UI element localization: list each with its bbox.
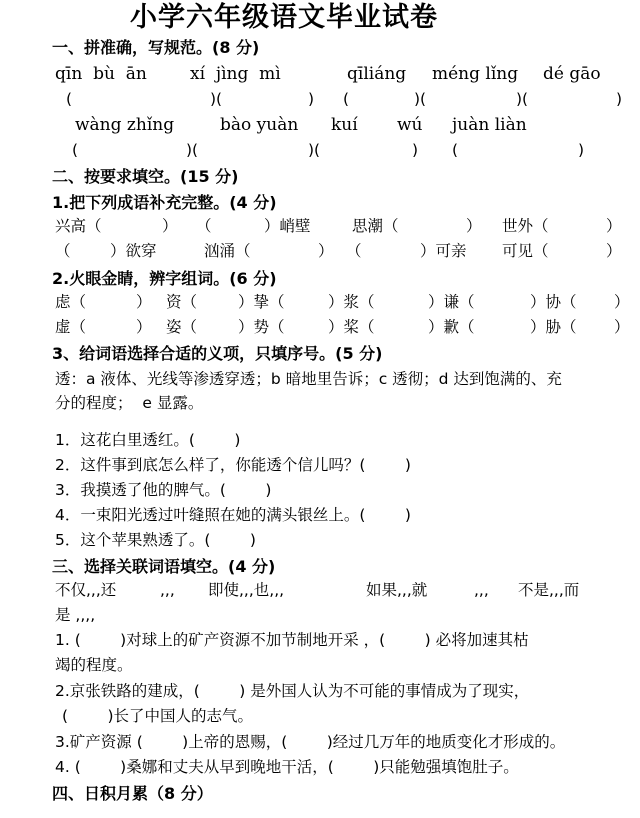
idiom-cell: ） [606,217,622,235]
definition-line: 透：a 液体、光线等渗透穿透；b 暗地里告诉；c 透彻；d 达到饱满的、充 [55,370,562,388]
idiom-cell: （ [196,217,212,235]
option-word: 不仅,,,还 [55,581,117,599]
char-cell: ） [614,293,630,311]
pinyin-4: méng lǐng [432,64,519,84]
option-word: 如果,,,就 [366,581,428,599]
sentence-item: 2．这件事到底怎么样了，你能透个信儿吗？( ) [55,456,411,474]
char-cell: ）挚（ [238,293,285,311]
idiom-cell: 兴高（ [55,217,102,235]
option-word: ,,, [474,581,489,599]
section-4-heading: 四、日积月累（8 分） [52,784,213,803]
sentence-item: 4．一束阳光透过叶缝照在她的满头银丝上。( ) [55,506,411,524]
idiom-cell: （ [346,242,362,260]
pinyin-1: qīn bù ān [55,64,147,84]
answer-paren: ) [578,141,585,159]
answer-paren: )( [414,90,427,108]
char-cell: ） [136,318,152,336]
conjunction-question: 竭的程度。 [55,656,133,674]
idiom-cell: ） [318,242,334,260]
option-word: 不是,,,而 [518,581,580,599]
pinyin-8: kuí [331,115,358,135]
idiom-cell: 可见（ [502,242,549,260]
char-cell: 虚（ [55,318,87,336]
char-cell: ） [614,318,630,336]
section-2-heading: 二、按要求填空。(15 分) [52,167,239,186]
pinyin-5: dé gāo [543,64,601,84]
char-cell: 资（ [166,293,198,311]
idiom-cell: ）峭壁 [264,217,311,235]
answer-paren: ) [308,90,315,108]
conjunction-question: 1. ( )对球上的矿产资源不加节制地开采 ，( ) 必将加速其枯 [55,631,529,649]
sentence-item: 3．我摸透了他的脾气。( ) [55,481,272,499]
char-cell: ）谦（ [428,293,475,311]
char-cell: ）势（ [238,318,285,336]
idiom-cell: 世外（ [502,217,549,235]
answer-paren: ) [412,141,419,159]
page-title: 小学六年级语文毕业试卷 [130,2,438,33]
answer-paren: )( [516,90,529,108]
option-word: ,,, [160,581,175,599]
pinyin-6: wàng zhǐng [75,115,175,135]
conjunction-question: 2.京张铁路的建成，( ) 是外国人认为不可能的事情成为了现实， [55,682,530,700]
idiom-cell: 汹涌（ [204,242,251,260]
idiom-cell: ） [466,217,482,235]
answer-paren: ( [66,90,73,108]
answer-paren: )( [308,141,321,159]
idiom-cell: ）欲穿 [110,242,157,260]
char-cell: ）浆（ [328,293,375,311]
char-cell: ）桨（ [328,318,375,336]
section-1-heading: 一、拼准确，写规范。(8 分) [52,38,260,57]
pinyin-2: xí jìng mì [190,64,281,84]
answer-paren: ) [616,90,623,108]
question-2-heading: 2.火眼金睛，辨字组词。(6 分) [52,269,277,288]
char-cell: ）歉（ [428,318,475,336]
sentence-item: 1．这花白里透红。( ) [55,431,241,449]
sentence-item: 5．这个苹果熟透了。( ) [55,531,256,549]
section-3-heading: 三、选择关联词语填空。(4 分) [52,557,276,576]
conjunction-question: 4. ( )桑娜和丈夫从早到晚地干活，( )只能勉强填饱肚子。 [55,758,519,776]
answer-paren: )( [186,141,199,159]
answer-paren: ( [452,141,459,159]
char-cell: ） [136,293,152,311]
pinyin-10: juàn liàn [452,115,527,135]
idiom-cell: ） [162,217,178,235]
char-cell: 姿（ [166,318,198,336]
answer-paren: ( [343,90,350,108]
answer-paren: ( [72,141,79,159]
idiom-cell: ）可亲 [420,242,467,260]
pinyin-7: bào yuàn [220,115,299,135]
idiom-cell: 思潮（ [352,217,399,235]
answer-paren: )( [210,90,223,108]
char-cell: ）胁（ [530,318,577,336]
pinyin-3: qīliáng [347,64,407,84]
char-cell: ）协（ [530,293,577,311]
pinyin-9: wú [397,115,423,135]
char-cell: 虑（ [55,293,87,311]
conjunction-question: ( )长了中国人的志气。 [62,707,254,725]
idiom-cell: （ [55,242,71,260]
question-1-heading: 1.把下列成语补充完整。(4 分) [52,193,277,212]
option-word: 即使,,,也,,, [208,581,285,599]
question-3-heading: 3、给词语选择合适的义项，只填序号。(5 分) [52,344,383,363]
conjunction-question: 3.矿产资源 ( )上帝的恩赐，( )经过几万年的地质变化才形成的。 [55,733,566,751]
definition-line: 分的程度； e 显露。 [55,394,204,412]
idiom-cell: ） [606,242,622,260]
option-word: 是 ,,,, [55,606,96,624]
